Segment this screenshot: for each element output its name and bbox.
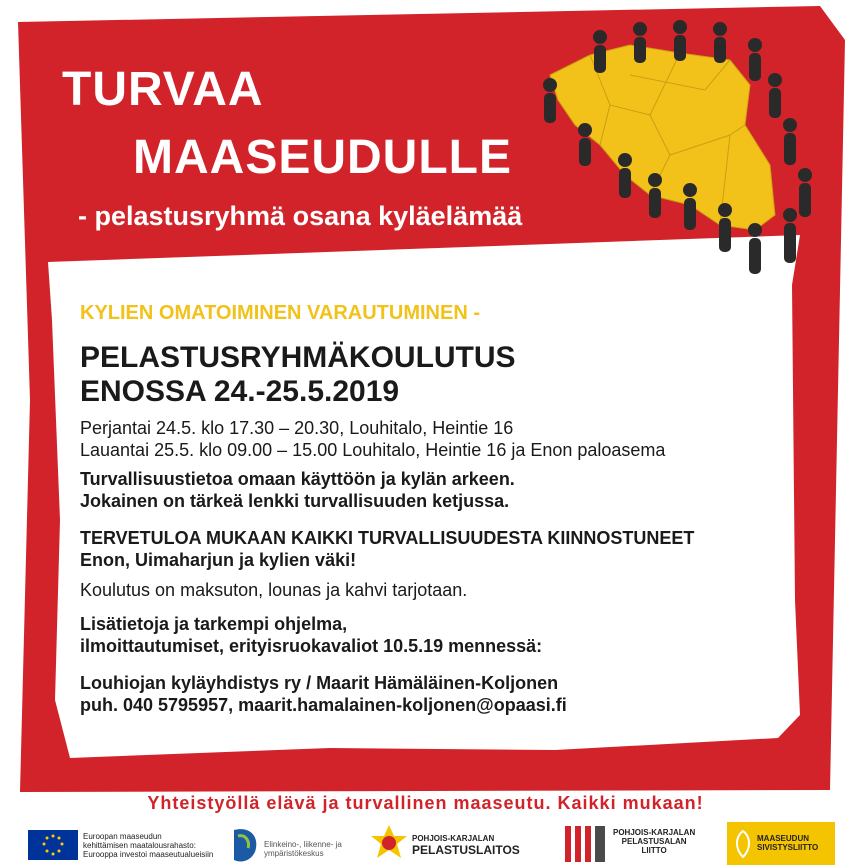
region-map <box>550 45 775 230</box>
pelastusliitto-line-1: POHJOIS-KARJALAN <box>613 828 696 837</box>
sivistysliitto-logo <box>727 822 835 865</box>
pelastusliitto-logo <box>565 822 725 865</box>
footer-slogan: Yhteistyöllä elävä ja turvallinen maaseutu. Kaikki mukaan! <box>147 793 704 813</box>
ely-logo-line-1: Elinkeino-, liikenne- ja <box>264 840 342 849</box>
info-line-1: Turvallisuustietoa omaan käyttöön ja kylän arkeen. <box>80 469 515 489</box>
welcome-line-2: Enon, Uimaharjun ja kylien väki! <box>80 550 357 570</box>
headline-line-2: ENOSSA 24.-25.5.2019 <box>80 375 400 408</box>
subtitle: - pelastusryhmä osana kyläelämää <box>78 201 523 231</box>
eu-flag-icon <box>28 830 78 860</box>
schedule-saturday: Lauantai 25.5. klo 09.00 – 15.00 Louhitalo, Heintie 16 ja Enon paloasema <box>80 440 666 460</box>
ely-emblem-icon <box>230 826 260 864</box>
title-line-1: TURVAA <box>62 63 264 116</box>
sivistysliitto-line-2: SIVISTYSLIITTO <box>757 843 819 852</box>
leaf-icon <box>733 829 753 859</box>
ely-logo-line-2: ympäristökeskus <box>264 849 324 858</box>
welcome-line-1: TERVETULOA MUKAAN KAIKKI TURVALLISUUDESTA KIINNOSTUNEET <box>80 528 695 548</box>
eu-logo-line-3: Eurooppa investoi maaseutualueisiin <box>83 850 214 859</box>
event-content <box>80 302 780 716</box>
partner-logos <box>0 822 851 865</box>
eu-logo-line-1: Euroopan maaseudun <box>83 832 162 841</box>
pelastuslaitos-logo <box>370 822 560 865</box>
title-line-2: MAASEUDULLE <box>133 131 512 184</box>
ely-logo <box>230 822 360 865</box>
rescue-service-emblem-icon <box>370 824 408 864</box>
pelastuslaitos-line-2: PELASTUSLAITOS <box>412 843 520 857</box>
pelastuslaitos-line-1: POHJOIS-KARJALAN <box>412 834 495 843</box>
sivistysliitto-line-1: MAASEUDUN <box>757 834 809 843</box>
headline-line-1: PELASTUSRYHMÄKOULUTUS <box>80 341 516 374</box>
pelastusliitto-line-2: PELASTUSALAN <box>621 837 687 846</box>
pelastusliitto-line-3: LIITTO <box>641 846 667 855</box>
more-info-line-1: Lisätietoja ja tarkempi ohjelma, <box>80 614 348 634</box>
map-people-illustration <box>530 15 830 277</box>
contact-line-2: puh. 040 5795957, maarit.hamalainen-koljonen@opaasi.fi <box>80 695 567 715</box>
rescue-association-emblem-icon <box>565 826 607 862</box>
free-of-charge-text: Koulutus on maksuton, lounas ja kahvi tarjotaan. <box>80 580 468 600</box>
contact-line-1: Louhiojan kyläyhdistys ry / Maarit Hämäläinen-Koljonen <box>80 673 559 693</box>
eu-logo <box>28 822 228 865</box>
eu-logo-line-2: kehittämisen maatalousrahasto: <box>83 841 196 850</box>
schedule-friday: Perjantai 24.5. klo 17.30 – 20.30, Louhitalo, Heintie 16 <box>80 418 514 438</box>
kicker-text: KYLIEN OMATOIMINEN VARAUTUMINEN - <box>80 302 480 324</box>
info-line-2: Jokainen on tärkeä lenkki turvallisuuden ketjussa. <box>80 491 510 511</box>
more-info-line-2: ilmoittautumiset, erityisruokavaliot 10.5.19 mennessä: <box>80 636 543 656</box>
